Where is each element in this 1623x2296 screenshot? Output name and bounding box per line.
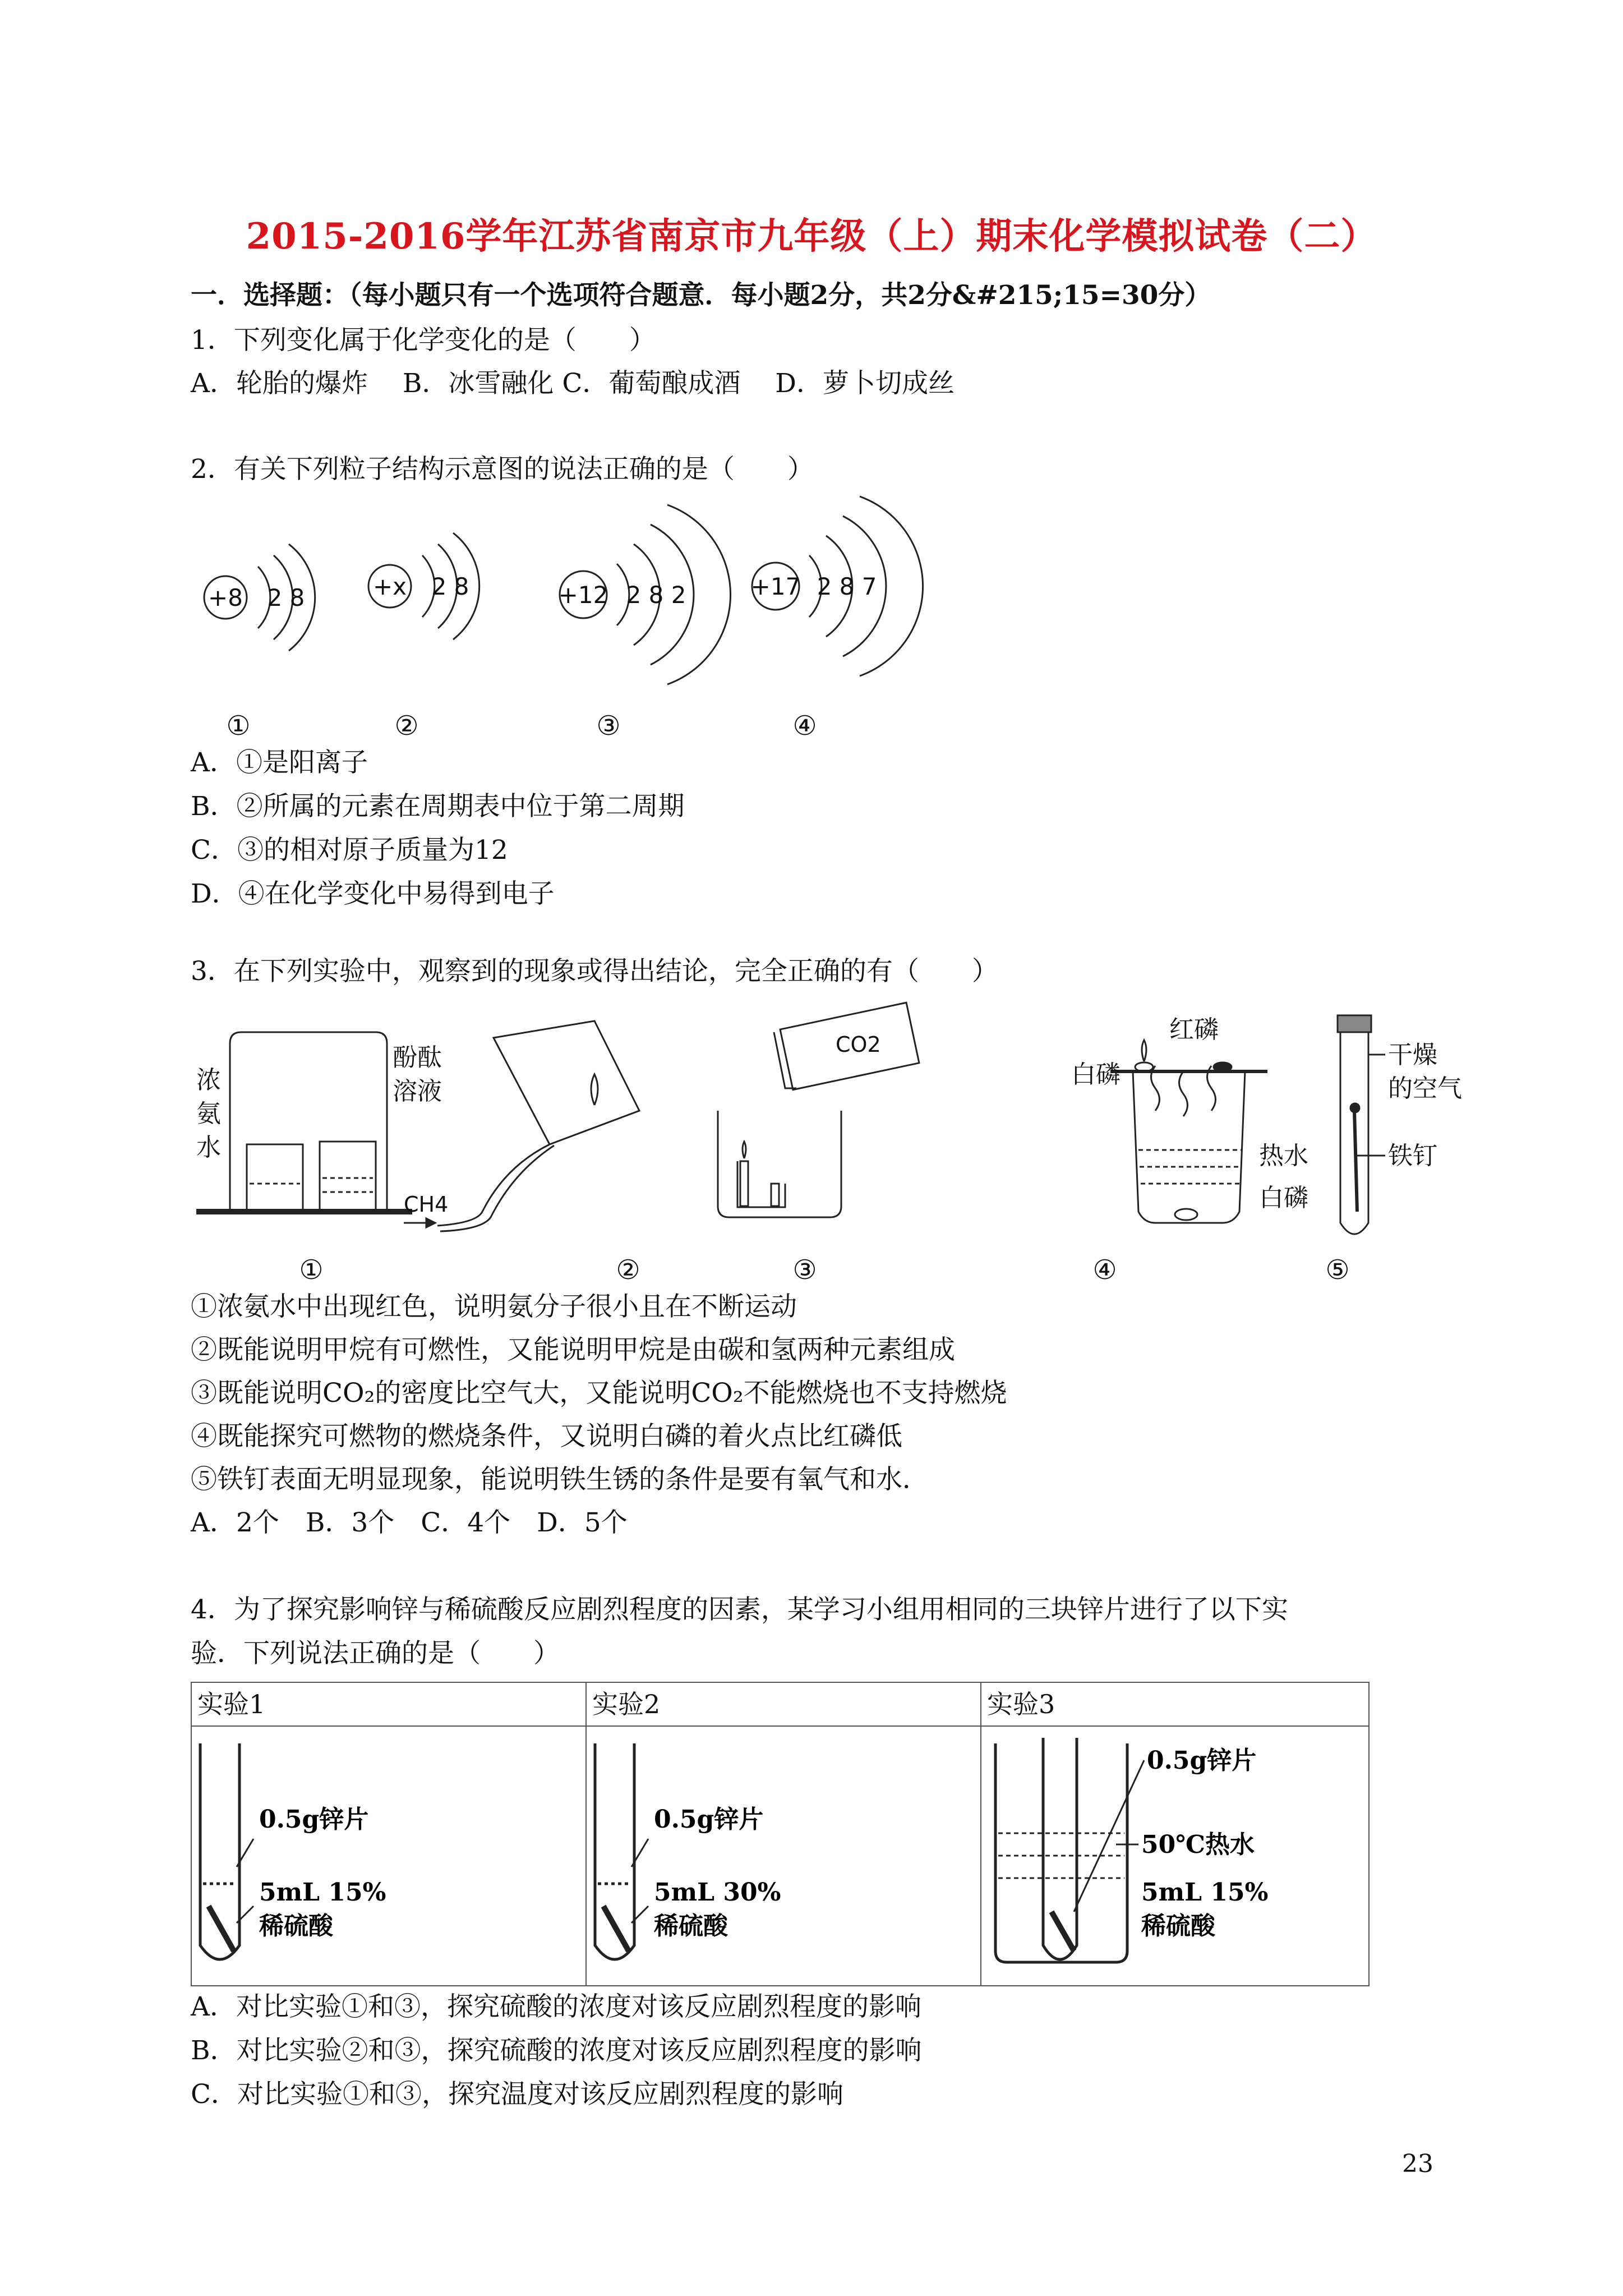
exp3-zinc-label: 0.5g锌片 [1147, 1746, 1257, 1775]
exp1-acid-label-2: 稀硫酸 [259, 1912, 333, 1940]
q4-option-a: A．对比实验①和③，探究硫酸的浓度对该反应剧烈程度的影响 [191, 1991, 921, 2022]
q1-stem: 1．下列变化属于化学变化的是（ ） [191, 325, 656, 356]
nucleus-1: +8 [208, 584, 243, 611]
exp2-cell [586, 1726, 981, 1986]
exp3-acid-label-1: 5mL 15% [1141, 1878, 1269, 1907]
electrons-4: 2 8 7 [817, 573, 877, 600]
experiment-apparatus-figure [191, 999, 1462, 1290]
page-number: 23 [1402, 2150, 1433, 2178]
q3-statement-4: ④既能探究可燃物的燃烧条件，又说明白磷的着火点比红磷低 [191, 1421, 902, 1452]
q3-statement-1: ①浓氨水中出现红色，说明氨分子很小且在不断运动 [191, 1291, 797, 1322]
table-header-1: 实验1 [191, 1682, 586, 1726]
nucleus-2: +x [372, 573, 407, 600]
diagram-label-4: ④ [792, 710, 817, 742]
section-heading: 一．选择题：（每小题只有一个选项符合题意．每小题2分，共2分&#215;15=30分） [191, 280, 1211, 311]
exp-label-5: ⑤ [1325, 1254, 1350, 1286]
label-red-phosphorus: 红磷 [1169, 1015, 1219, 1044]
diagram-label-2: ② [394, 710, 419, 742]
label-dry-air-1: 干燥 [1388, 1041, 1437, 1069]
q3-statement-2: ②既能说明甲烷有可燃性，又能说明甲烷是由碳和氢两种元素组成 [191, 1335, 955, 1365]
label-hot-water: 热水 [1259, 1142, 1308, 1170]
exp2-acid-label-2: 稀硫酸 [654, 1912, 728, 1940]
q2-option-a: A．①是阳离子 [191, 747, 368, 778]
q1-options: A．轮胎的爆炸 B．冰雪融化 C．葡萄酿成酒 D．萝卜切成丝 [191, 368, 955, 399]
label-conc-1: 浓 [196, 1066, 221, 1094]
table-header-2: 实验2 [586, 1682, 981, 1726]
atomic-structure-diagrams [191, 488, 920, 752]
experiment-table [191, 1682, 1370, 1986]
exp2-zinc-label: 0.5g锌片 [654, 1805, 764, 1834]
exp-label-4: ④ [1092, 1254, 1117, 1286]
nucleus-4: +17 [750, 573, 801, 600]
q3-options: A．2个 B．3个 C．4个 D．5个 [191, 1507, 628, 1538]
label-white-phosphorus-top: 白磷 [1071, 1060, 1121, 1089]
electrons-2: 2 8 [431, 573, 469, 600]
diagram-label-3: ③ [596, 710, 621, 742]
exp2-figure [587, 1727, 974, 1979]
q3-statement-5: ⑤铁钉表面无明显现象，能说明铁生锈的条件是要有氧气和水． [191, 1464, 929, 1495]
exp2-acid-label-1: 5mL 30% [654, 1878, 781, 1907]
q4-stem-line2: 验．下列说法正确的是（ ） [191, 1638, 560, 1669]
exp1-acid-label-1: 5mL 15% [259, 1878, 386, 1907]
label-conc-2: 氨 [196, 1099, 221, 1128]
electrons-1: 2 8 [267, 584, 305, 611]
exp-label-2: ② [616, 1254, 640, 1286]
exp1-zinc-label: 0.5g锌片 [259, 1805, 369, 1834]
page-title: 2015-2016学年江苏省南京市九年级（上）期末化学模拟试卷（二） [246, 215, 1377, 257]
label-conc-3: 水 [196, 1133, 221, 1162]
exp1-figure [192, 1727, 579, 1979]
q3-statement-3: ③既能说明CO₂的密度比空气大，又能说明CO₂不能燃烧也不支持燃烧 [191, 1378, 1007, 1409]
exp3-figure [981, 1727, 1368, 1979]
exp-label-3: ③ [792, 1254, 817, 1286]
q4-stem-line1: 4．为了探究影响锌与稀硫酸反应剧烈程度的因素，某学习小组用相同的三块锌片进行了以下实 [191, 1594, 1288, 1625]
q3-stem: 3．在下列实验中，观察到的现象或得出结论，完全正确的有（ ） [191, 956, 998, 987]
exp3-acid-label-2: 稀硫酸 [1141, 1912, 1215, 1940]
q2-option-b: B．②所属的元素在周期表中位于第二周期 [191, 791, 685, 822]
label-iron-nail: 铁钉 [1388, 1142, 1437, 1170]
label-ch4: CH4 [404, 1192, 449, 1217]
label-phenol-2: 溶液 [393, 1077, 442, 1106]
label-co2: CO2 [836, 1032, 881, 1057]
exp3-water-label: 50℃热水 [1141, 1830, 1255, 1859]
q4-option-b: B．对比实验②和③，探究硫酸的浓度对该反应剧烈程度的影响 [191, 2035, 922, 2066]
q2-option-d: D．④在化学变化中易得到电子 [191, 878, 555, 909]
label-dry-air-2: 的空气 [1388, 1074, 1462, 1103]
q2-option-c: C．③的相对原子质量为12 [191, 835, 508, 866]
q4-option-c: C．对比实验①和③，探究温度对该反应剧烈程度的影响 [191, 2079, 843, 2110]
diagram-label-1: ① [226, 710, 251, 742]
nucleus-3: +12 [558, 581, 608, 609]
exp3-cell [981, 1726, 1369, 1986]
exp-label-1: ① [299, 1254, 324, 1286]
table-header-3: 实验3 [981, 1682, 1369, 1726]
label-phenol-1: 酚酞 [393, 1043, 442, 1072]
label-white-phosphorus-bottom: 白磷 [1259, 1184, 1308, 1212]
q2-stem: 2．有关下列粒子结构示意图的说法正确的是（ ） [191, 454, 814, 485]
exp1-cell [191, 1726, 586, 1986]
electrons-3: 2 8 2 [626, 581, 686, 609]
